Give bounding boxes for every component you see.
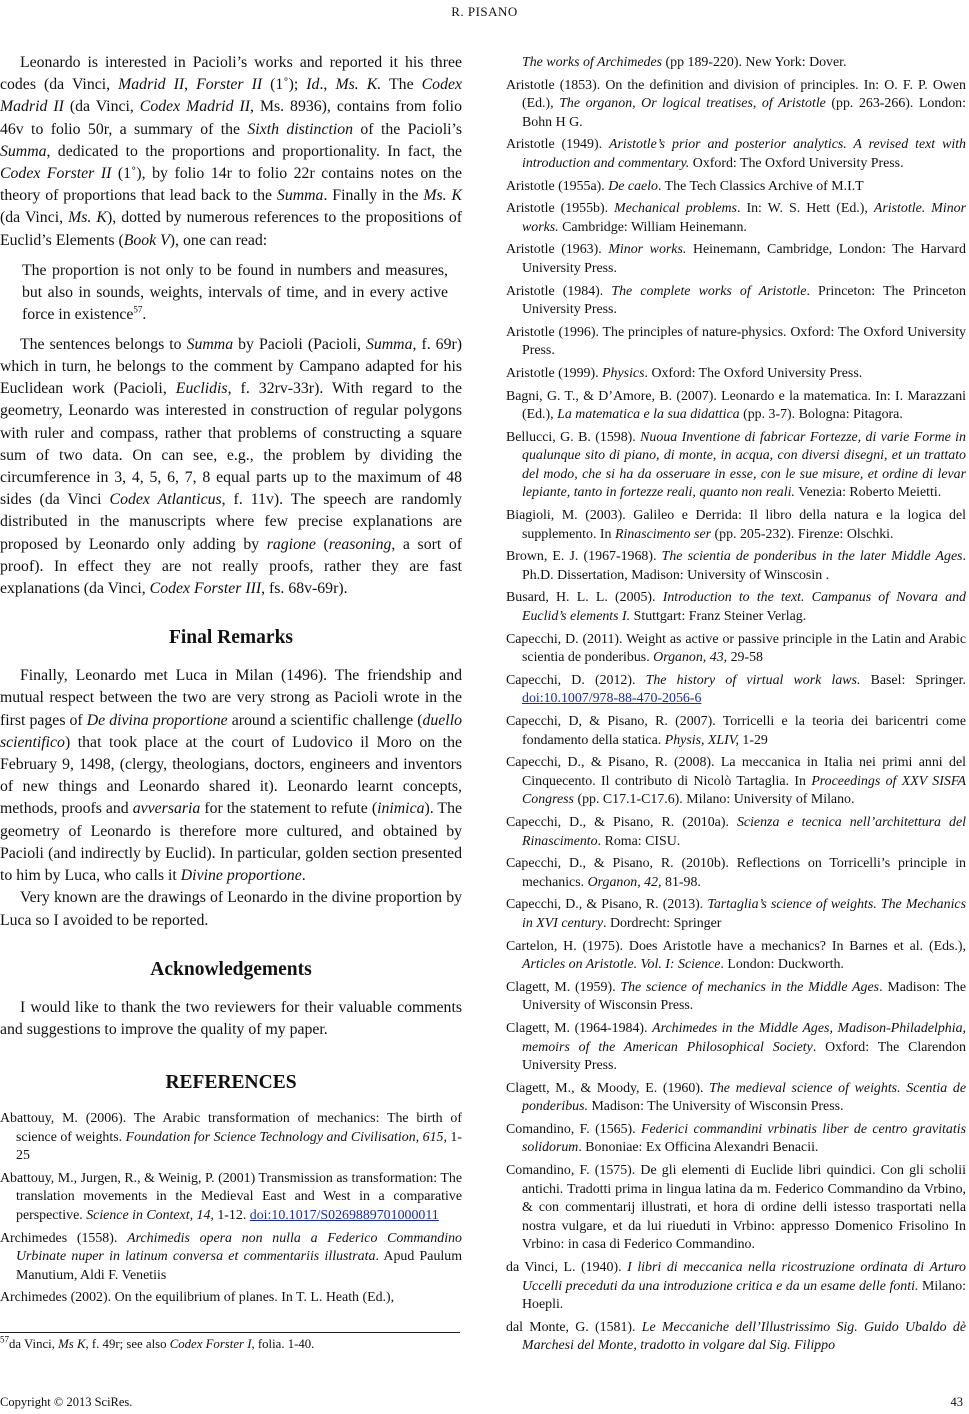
reference-entry: Aristotle (1949). Aristotle’s prior and posterior analytics. A revised text with introduction and commentary. Oxford: The Oxford University Press. [506, 137, 967, 171]
paragraph-acknowledgements: I would like to thank the two reviewers for their valuable comments and suggestions to improve the quality of my paper. [0, 998, 462, 1038]
reference-entry: Aristotle (1984). The complete works of Aristotle. Princeton: The Princeton University Press. [506, 283, 966, 318]
block-quote [22, 260, 448, 326]
italic-run: avversaria [132, 800, 201, 818]
italic-run: Federici commandini vrbinatis liber de centro gravitatis solidorum [522, 1121, 966, 1156]
reference-entry: Bellucci, G. B. (1598). Nuoua Inventione di fabricar Fortezze, di varie Forme in qualunque sito di piano, di monte, in acqua, con diversi disegni, et un trattato del modo, che si ha da osseruare in esse, con le sue misure, et ordine di levar lepiante, tanto in fortezze reali, quanto non reali. Venezia: Roberto Meietti. [506, 429, 966, 501]
italic-run: Codex Forster III [149, 580, 262, 598]
reference-entry: dal Monte, G. (1581). Le Meccaniche dell’Illustrissimo Sig. Guido Ubaldo dè Marchesi del Monte, tradotto in volgare dal Sig. Filippo [506, 1319, 966, 1354]
heading-references: REFERENCES [165, 1072, 297, 1094]
italic-run: Summa [0, 142, 47, 160]
quote-end: . [142, 305, 147, 323]
italic-run: Introduction to the text. Campanus of Novara and Euclid’s elements I. [522, 590, 966, 625]
italic-run: Aristotle’s prior and posterior analytics. A revised text with introduction and commentary. [522, 137, 967, 171]
reference-entry: da Vinci, L. (1940). I libri di meccanica nella ricostruzione ordinata di Arturo Uccelli preceduti da una introduzione critica e da un esame delle fonti. Milano: Hoepli. [506, 1260, 966, 1313]
doi-link[interactable]: doi:10.1007/978-88-470-2056-6 [522, 691, 702, 707]
italic-run: Foundation for Science Technology and Civilisation, 615, [125, 1129, 447, 1145]
reference-entry: Capecchi, D. (2011). Weight as active or passive principle in the Latin and Arabic scientia de ponderibus. Organon, 43, 29-58 [506, 631, 966, 666]
italic-run: Minor works. [608, 242, 687, 258]
doi-link[interactable]: doi:10.1017/S0269889701000011 [249, 1208, 439, 1224]
italic-run: Codex Madrid II [0, 76, 462, 116]
footnote-marker[interactable]: 57 [133, 304, 143, 315]
italic-run: Physics [602, 365, 645, 381]
italic-run: Summa [276, 187, 324, 205]
italic-run: inimica [377, 800, 425, 818]
reference-entry: Capecchi, D. (2012). The history of virtual work laws. Basel: Springer. doi:10.1007/978-88-470-2056-6 [506, 672, 966, 707]
reference-entry: Brown, E. J. (1967-1968). The scientia de ponderibus in the later Middle Ages. Ph.D. Dissertation, Madison: University of Winscosin . [506, 549, 966, 583]
italic-run: The history of virtual work laws. [645, 672, 861, 688]
italic-run: Tartaglia’s science of weights. The Mechanics in XVI century [522, 897, 966, 931]
italic-run: Nuoua Inventione di fabricar Fortezze, di varie Forme in qualunque sito di piano, di monte, in acqua, con diversi disegni, et un trattato del modo, che si ha da osseruare in esse, con le sue misure, et ordine di levar lepiante, tanto in fortezze reali, quanto non reali. [522, 429, 966, 501]
italic-run: Organon, 43, [653, 650, 728, 666]
italic-run: Euclidis [175, 380, 228, 398]
italic-run: Summa [186, 335, 234, 353]
reference-entry: Cartelon, H. (1975). Does Aristotle have a mechanics? In Barnes et al. (Eds.), Articles on Aristotle. Vol. I: Science. London: Duckworth. [506, 938, 966, 973]
italic-run: The science of mechanics in the Middle Ages [620, 979, 880, 995]
italic-run: Codex Atlanticus [109, 491, 222, 509]
copyright: Copyright © 2013 SciRes. [0, 1395, 133, 1409]
reference-entry: Archimedes (2002). On the equilibrium of planes. In T. L. Heath (Ed.), [0, 1290, 395, 1306]
reference-entry: Capecchi, D., & Pisano, R. (2010b). Reflections on Torricelli’s principle in mechanics. Organon, 42, 81-98. [506, 856, 966, 890]
italic-run: La matematica e la sua didattica [557, 407, 740, 423]
italic-run: Summa [365, 335, 413, 353]
paragraph-drawings: Very known are the drawings of Leonardo in the divine proportion by Luca so I avoided to be reported. [0, 889, 462, 929]
italic-run: Madrid II [118, 76, 185, 94]
footnote-divider [0, 1332, 460, 1333]
left-column [0, 52, 462, 1312]
reference-entry: Capecchi, D., & Pisano, R. (2010a). Scienza e tecnica nell’architettura del Rinascimento. Roma: CISU. [506, 814, 966, 849]
italic-run: I libri di meccanica nella ricostruzione ordinata di Arturo Uccelli preceduti da una introduzione critica e da un esame delle fonti. [522, 1260, 966, 1294]
italic-run: The complete works of Aristotle [611, 283, 807, 299]
reference-entry: Clagett, M. (1959). The science of mechanics in the Middle Ages. Madison: The University of Wisconsin Press. [506, 979, 966, 1014]
reference-entry: Aristotle (1955a). De caelo. The Tech Classics Archive of M.I.T [506, 178, 864, 194]
reference-entry: Clagett, M. (1964-1984). Archimedes in the Middle Ages, Madison-Philadelphia, memoirs of the American Philosophical Society. Oxford: The Clarendon University Press. [506, 1020, 966, 1074]
reference-entry: Busard, H. L. L. (2005). Introduction to the text. Campanus of Novara and Euclid’s elements I. Stuttgart: Franz Steiner Verlag. [506, 590, 966, 625]
heading-acknowledgements: Acknowledgements [150, 958, 312, 980]
italic-run: Aristotle. Minor works. [522, 201, 966, 235]
running-header: R. PISANO [451, 4, 518, 19]
reference-entry: Capecchi, D, & Pisano, R. (2007). Torricelli e la teoria dei baricentri come fondamento della statica. Physis, XLIV, 1-29 [506, 714, 966, 748]
reference-list-left [0, 1110, 462, 1308]
italic-run: The scientia de ponderibus in the later Middle Ages [661, 549, 963, 565]
reference-entry: Comandino, F. (1565). Federici commandini vrbinatis liber de centro gravitatis solidorum. Bononiae: Ex Officina Alexandri Benacii. [506, 1121, 966, 1156]
reference-entry: Biagioli, M. (2003). Galileo e Derrida: Il libro della natura e la logica del supplemento. In Rinascimento ser (pp. 205-232). Firenze: Olschki. [506, 508, 966, 542]
italic-run: Book V [123, 231, 170, 249]
reference-entry: Abattouy, M., Jurgen, R., & Weinig, P. (2001) Transmission as transformation: The translation movements in the Medieval East and West in a comparative perspective. Science in Context, 14, 1-12. doi:10.1017/S0269889701000011 [0, 1170, 462, 1224]
italic-run: Science in Context, 14, [86, 1208, 214, 1224]
italic-run: Physis, XLIV, [664, 732, 739, 748]
italic-run: Rinascimento ser [614, 526, 712, 542]
italic-run: ragione [266, 535, 316, 553]
italic-run: Sixth distinction [247, 120, 354, 138]
italic-run: Ms. K [423, 187, 462, 205]
reference-entry: Archimedes (1558). Archimedis opera non nulla a Federico Commandino Urbinate nuper in latinum conversa et commentariis illustrata. Apud Paulum Manutium, Aldi F. Venetiis [0, 1230, 462, 1283]
italic-run: reasoning [328, 535, 392, 553]
italic-run: Divine proportione [180, 867, 302, 885]
italic-run: Articles on Aristotle. Vol. I: Science [522, 957, 721, 973]
italic-run: De caelo [608, 178, 658, 194]
italic-run: Codex Forster I [169, 1337, 252, 1351]
italic-run: The medieval science of weights. Scentia de ponderibus. [522, 1080, 966, 1115]
italic-run: De divina proportione [86, 711, 228, 729]
italic-run: Archimedes in the Middle Ages, Madison-Philadelphia, memoirs of the American Philosophical Society [522, 1020, 966, 1055]
italic-run: Ms. K [68, 209, 107, 227]
reference-entry: Aristotle (1999). Physics. Oxford: The Oxford University Press. [506, 365, 863, 381]
reference-list-right [506, 77, 966, 1356]
italic-run: Organon, 42, [587, 874, 662, 890]
italic-run: duello scientifico [0, 711, 462, 751]
footnote: $^{57}$da Vinci, Ms K, f. 49r; see also Codex Forster I, folia. 1-40. [0, 1334, 315, 1351]
reference-entry: Capecchi, D., & Pisano, R. (2013). Tartaglia’s science of weights. The Mechanics in XVI century. Dordrecht: Springer [506, 897, 966, 931]
reference-entry: Aristotle (1996). The principles of nature-physics. Oxford: The Oxford University Press. [506, 324, 966, 359]
italic-run: Codex Madrid II [139, 98, 251, 116]
reference-entry: Bagni, G. T., & D’Amore, B. (2007). Leonardo e la matematica. In: I. Marazzani (Ed.), La matematica e la sua didattica (pp. 3-7). Bologna: Pitagora. [506, 388, 966, 423]
reference-entry: Comandino, F. (1575). De gli elementi di Euclide libri quindici. Con gli scholii antichi. Tradotti prima in lingua latina da m. Federico Commandino da Vrbino, & con commentarij illustrati, et hora di ordine delli istesso trasportati nella nostra vulgare, et da lui riueduti in Vrbino: appresso Domenico Frisolino In Vrbino: in casa di Federico Commandino. [506, 1163, 966, 1253]
italic-run: Scienza e tecnica nell’architettura del Rinascimento [522, 814, 966, 849]
page-number: 43 [950, 1395, 963, 1409]
right-column [506, 54, 966, 1360]
reference-entry: Aristotle (1963). Minor works. Heinemann, Cambridge, London: The Harvard University Press. [506, 242, 967, 276]
italic-run: Codex Forster II [0, 165, 112, 183]
reference-continuation: The works of Archimedes (pp 189-220). New York: Dover. [522, 55, 847, 70]
reference-entry: Clagett, M., & Moody, E. (1960). The medieval science of weights. Scentia de ponderibus. Madison: The University of Wisconsin Press. [506, 1080, 966, 1115]
italic-run: Ms. K. [335, 76, 382, 94]
paragraph-final-remarks: Finally, Leonardo met Luca in Milan (1496). The friendship and mutual respect between the two are very strong as Pacioli wrote in the first pages of De divina proportione around a scientific challenge (duello scientifico) that took place at the court of Ludovico il Moro on the February 9, 1498, (clergy, theologians, doctors, engineers and inventors of new things and Leonardo shared it). Leonardo learnt concepts, methods, proofs and avversaria for the statement to refute (inimica). The geometry of Leonardo is therefore more cultured, and obtained by Pacioli (and indirectly by Euclid). In particular, golden section presented to him by Luca, who calls it Divine proportione. [0, 667, 462, 885]
heading-final-remarks: Final Remarks [168, 627, 294, 649]
italic-run: The works of Archimedes [522, 55, 663, 70]
reference-entry: Abattouy, M. (2006). The Arabic transformation of mechanics: The birth of science of weights. Foundation for Science Technology and Civilisation, 615, 1-25 [0, 1111, 462, 1164]
italic-run: Forster II [196, 76, 263, 94]
italic-run: Proceedings of XXV SISFA Congress [522, 773, 966, 808]
reference-entry: Aristotle (1955b). Mechanical problems. In: W. S. Hett (Ed.), Aristotle. Minor works. Cambridge: William Heinemann. [506, 201, 966, 235]
italic-run: Ms K [58, 1337, 86, 1351]
footnote-number: 57 [0, 1334, 9, 1345]
paragraph-summa: The sentences belongs to Summa by Pacioli (Pacioli, Summa, f. 69r) which in turn, he belongs to the comment by Campano adapted for his Euclidean work (Pacioli, Euclidis, f. 32rv-33r). With regard to the geometry, Leonardo was interested in construction of regular polygons with ruler and compass, rather that problems of constructing a square sum of two data. On can see, e.g., the problem by dividing the circumference in 3, 4, 5, 6, 7, 8 equal parts up to the maximum of 48 sides (da Vinci Codex Atlanticus, f. 11v). The speech are randomly distributed in the manuscripts where few precise explanations are proposed by Leonardo only adding by ragione (reasoning, a sort of proof). In effect they are not really proofs, rather they are fast explanations (da Vinci, Codex Forster III, fs. 68v-69r). [0, 335, 462, 598]
italic-run: Mechanical problems [614, 201, 737, 217]
quote-text: The proportion is not only to be found in numbers and measures, but also in sounds, weights, intervals of time, and in every active force in existence [22, 261, 448, 323]
paragraph-pacioli-codes: Leonardo is interested in Pacioli’s works and reported it his three codes (da Vinci, Madrid II, Forster II (1˚); Id., Ms. K. The Codex Madrid II (da Vinci, Codex Madrid II, Ms. 8936), contains from folio 46v to folio 50r, a summary of the Sixth distinction of the Pacioli’s Summa, dedicated to the proportions and proportionality. In fact, the Codex Forster II (1˚), by folio 14r to folio 22r contains notes on the theory of proportions that lead back to the Summa. Finally in the Ms. K (da Vinci, Ms. K), dotted by numerous references to the propositions of Euclid’s Elements (Book V), one can read: [0, 54, 463, 249]
italic-run: Archimedis opera non nulla a Federico Commandino Urbinate nuper in latinum conversa et commentariis illustrata [16, 1230, 462, 1265]
italic-run: The organon, Or logical treatises, of Aristotle [559, 96, 826, 112]
italic-run: Id [306, 76, 320, 94]
reference-entry: Capecchi, D., & Pisano, R. (2008). La meccanica in Italia nei primi anni del Cinquecento. Il contributo di Nicolò Tartaglia. In Proceedings of XXV SISFA Congress (pp. C17.1-C17.6). Milano: University of Milano. [506, 755, 966, 808]
reference-entry: Aristotle (1853). On the definition and division of principles. In: O. F. P. Owen (Ed.), The organon, Or logical treatises, of Aristotle (pp. 263-266). London: Bohn H G. [506, 77, 966, 130]
italic-run: Le Meccaniche dell’Illustrissimo Sig. Guido Ubaldo dè Marchesi del Monte, tradotto in volgare dal Sig. Filippo [522, 1319, 966, 1354]
